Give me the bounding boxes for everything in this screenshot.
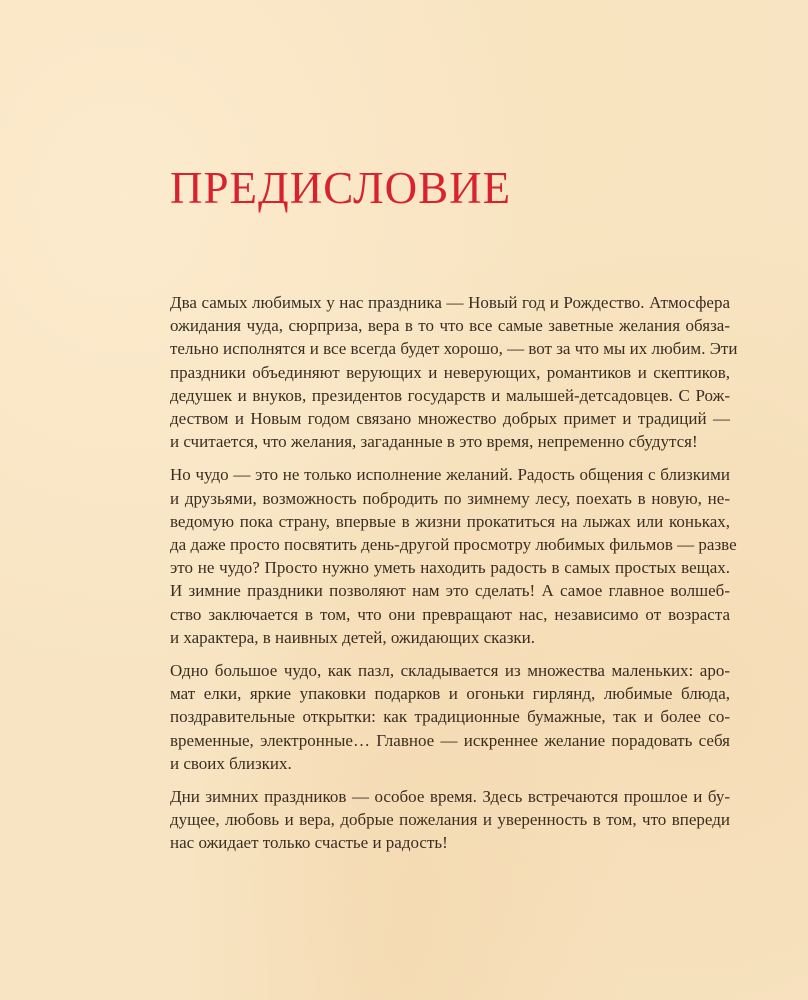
text-line: И зимние праздники позволяют нам это сделать! А самое главное волшеб- <box>170 581 730 601</box>
text-line: временные, электронные… Главное — искреннее желание порадовать себя <box>170 730 730 750</box>
body-text <box>170 291 738 865</box>
text-line: праздники объединяют верующих и неверующих, романтиков и скептиков, <box>170 362 730 382</box>
text-line: дущее, любовь и вера, добрые пожелания и уверенность в том, что впереди <box>170 810 730 830</box>
text-line: и своих близких. <box>170 753 292 773</box>
paragraph <box>170 463 737 649</box>
text-line: и характера, в наивных детей, ожидающих сказки. <box>170 627 536 647</box>
text-line: Дни зимних праздников — особое время. Здесь встречаются прошлое и бу- <box>170 787 730 807</box>
text-line: нас ожидает только счастье и радость! <box>170 833 448 853</box>
page-title: ПРЕДИСЛОВИЕ <box>170 163 512 213</box>
text-line: и друзьями, возможность побродить по зимнему лесу, поехать в новую, не- <box>170 488 730 508</box>
text-line: Одно большое чудо, как пазл, складывается из множества маленьких: аро- <box>170 661 730 681</box>
text-line: ведомую пока страну, впервые в жизни прокатиться на лыжах или коньках, <box>170 511 730 531</box>
text-line: тельно исполнятся и все всегда будет хорошо, — вот за что мы их любим. Эти <box>170 339 738 359</box>
text-line: и считается, что желания, загаданные в это время, непременно сбудутся! <box>170 432 698 452</box>
text-line: ожидания чуда, сюрприза, вера в то что все самые заветные желания обяза- <box>170 316 730 336</box>
text-line: Но чудо — это не только исполнение желаний. Радость общения с близкими <box>170 465 730 485</box>
paragraph <box>170 785 730 855</box>
text-line: ство заключается в том, что они превращают нас, независимо от возраста <box>170 604 730 624</box>
text-line: дедушек и внуков, президентов государств и малышей-детсадовцев. С Рож- <box>170 385 730 405</box>
paragraph <box>170 291 738 453</box>
text-line: это не чудо? Просто нужно уметь находить радость в самых простых вещах. <box>170 558 730 578</box>
text-line: да даже просто посвятить день-другой просмотру любимых фильмов — разве <box>170 535 737 555</box>
text-line: Два самых любимых у нас праздника — Новый год и Рождество. Атмосфера <box>170 293 730 312</box>
text-line: мат елки, яркие упаковки подарков и огоньки гирлянд, любимые блюда, <box>170 684 730 704</box>
text-line: поздравительные открытки: как традиционные бумажные, так и более со- <box>170 707 730 727</box>
paragraph <box>170 659 730 775</box>
text-line: деством и Новым годом связано множество добрых примет и традиций — <box>170 409 730 429</box>
